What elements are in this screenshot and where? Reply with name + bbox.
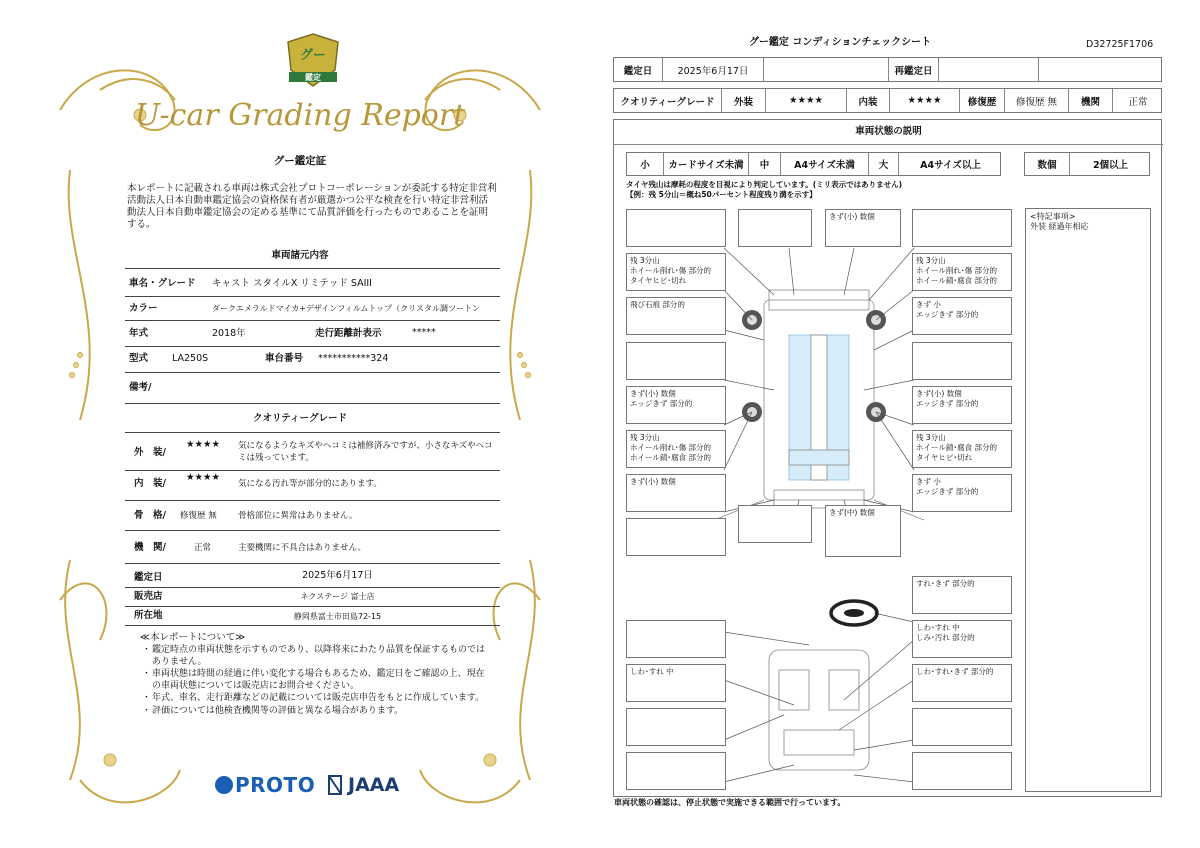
condition-box-seat-right-3 [912, 708, 1012, 746]
legend-large: 大 [868, 153, 898, 175]
certificate-intro: 本レポートに記載される車両は株式会社プロトコーポレーションが委託する特定非営利活動法人日本自動車鑑定協会の資格保有者が厳選かつ公平な検査を行い特定非営利活動法人日本自動車鑑定協会の定める基準にて品質評価を行ったものであることを証明する。 [127, 183, 497, 230]
ext-stars: ★★★★ [765, 89, 846, 112]
spec-model-value: LA250S [172, 353, 209, 364]
count-legend [1024, 152, 1150, 176]
condition-box-right-2: 残 3分山 ホイール削れ･傷 部分的 ホイール錆･腐食 部分的 [912, 253, 1012, 291]
spec-color-value: ダークエメラルドマイカ+デザインフィルムトップ（クリスタル調ツートン [212, 304, 480, 313]
legend-count-desc: 2個以上 [1069, 153, 1151, 175]
quality-int-text: 気になる汚れ等が部分的にあります。 [238, 479, 382, 489]
spec-chassis-label: 車台番号 [265, 353, 304, 364]
spec-model-label: 型式 [129, 353, 149, 364]
proto-logo-icon [215, 776, 233, 794]
tire-note-2: 【例：残 5分山＝概ね50パーセント程度残り溝を示す】 [626, 190, 817, 199]
spec-chassis-value: ***********324 [318, 353, 389, 364]
notes-list [142, 645, 490, 717]
condition-box-right-3: きず 小 エッジきず 部分的 [912, 297, 1012, 335]
condition-box-seat-right-2: しわ･すれ･きず 部分的 [912, 664, 1012, 702]
condition-box-seat-left-4 [626, 752, 726, 790]
info-dealer-value: ネクステージ 富士店 [300, 592, 375, 601]
info-date-label: 鑑定日 [134, 572, 163, 583]
condition-box-top-3: きず(小) 数個 [825, 209, 901, 247]
quality-ext-label: 外 装/ [134, 447, 166, 458]
condition-box-left-2: 残 3分山 ホイール削れ･傷 部分的 タイヤヒビ･切れ [626, 253, 726, 291]
quality-int-stars: ★★★★ [186, 472, 221, 483]
appraisal-date-value: 2025年6月17日 [662, 58, 763, 81]
condition-box-left-4 [626, 342, 726, 380]
repair-label: 修復歴 [959, 89, 1004, 112]
legend-large-desc: A4サイズ以上 [898, 153, 1002, 175]
condition-box-top-2 [738, 209, 812, 247]
quality-frame-value: 修復歴 無 [180, 511, 217, 521]
spec-remarks-label: 備考/ [129, 382, 152, 393]
badge-text-goo: グー [299, 48, 326, 63]
special-notes-title: <特記事項> [1030, 212, 1076, 221]
condition-check-sheet [600, 0, 1200, 848]
notes-title: ≪本レポートについて≫ [140, 632, 246, 643]
jaaa-logo-icon [325, 774, 345, 796]
int-stars: ★★★★ [889, 89, 959, 112]
spec-odometer-label: 走行距離計表示 [315, 328, 382, 339]
info-address-label: 所在地 [134, 610, 163, 621]
condition-box-seat-left-1 [626, 620, 726, 658]
legend-mid: 中 [748, 153, 780, 175]
badge-text-kantei: 鑑定 [305, 73, 321, 82]
legend-count-label: 数個 [1037, 160, 1057, 171]
condition-box-right-7: きず 小 エッジきず 部分的 [912, 474, 1012, 512]
condition-box-right-6: 残 3分山 ホイール錆･腐食 部分的 タイヤヒビ･切れ [912, 430, 1012, 468]
info-dealer-label: 販売店 [134, 591, 163, 602]
info-address-value: 静岡県富士市田島72-15 [293, 612, 382, 621]
appraisal-date-label: 鑑定日 [623, 65, 653, 77]
report-header-title: U-car Grading Report [134, 98, 466, 133]
legend-small-desc: カードサイズ未満 [663, 153, 748, 175]
info-date-value: 2025年6月17日 [302, 570, 373, 581]
quality-ext-text: 気になるようなキズやヘコミは補修済みですが、小さなキズやヘコミは残っています。 [238, 441, 493, 463]
spec-year-label: 年式 [129, 328, 149, 339]
appraisal-date-row [613, 57, 1162, 82]
repair-value: 修復歴 無 [1004, 89, 1068, 112]
quality-frame-text: 骨格部位に異常はありません。 [238, 511, 358, 521]
jaaa-logo: JAAA [325, 772, 399, 798]
condition-box-bottom-2 [738, 505, 812, 543]
quality-ext-stars: ★★★★ [186, 439, 221, 450]
spec-year-value: 2018年 [212, 328, 246, 339]
grade-summary-row [613, 88, 1162, 113]
condition-box-bottom-3: きず(中) 数個 [825, 505, 901, 557]
legend-mid-desc: A4サイズ未満 [780, 153, 868, 175]
engine-value: 正常 [1112, 89, 1163, 112]
condition-box-top-4 [912, 209, 1012, 247]
engine-label: 機関 [1068, 89, 1112, 112]
certificate-title: グー鑑定証 [273, 155, 327, 167]
document-id: D32725F1706 [1086, 39, 1154, 50]
size-legend [626, 152, 1001, 176]
quality-engine-label: 機 関/ [134, 542, 166, 553]
sheet-title: グー鑑定 コンディションチェックシート [748, 37, 932, 48]
condition-box-seat-left-2: しわ･すれ 中 [626, 664, 726, 702]
condition-box-left-6: 残 3分山 ホイール削れ･傷 部分的 ホイール錆･腐食 部分的 [626, 430, 726, 468]
sheet-footer-note: 車両状態の確認は、停止状態で実施できる範囲で行っています。 [614, 798, 846, 807]
quality-engine-text: 主要機関に不具合はありません。 [238, 543, 367, 553]
steering-wheel-icon [831, 601, 877, 625]
tire-note-1: タイヤ残山は摩耗の程度を目視により判定しています。(ミリ表示ではありません) [626, 180, 903, 189]
legend-small: 小 [640, 160, 650, 171]
quality-int-label: 内 装/ [134, 478, 166, 489]
spec-name-label: 車名・グレード [129, 278, 196, 289]
proto-logo: PROTO [215, 772, 315, 798]
condition-box-top-1 [626, 209, 726, 247]
int-label: 内装 [846, 89, 889, 112]
grade-label: クオリティーグレード [620, 96, 715, 108]
condition-box-right-4 [912, 342, 1012, 380]
quality-engine-value: 正常 [194, 543, 212, 553]
condition-box-left-3: 飛び石痕 部分的 [626, 297, 726, 335]
vehicle-condition-title: 車両状態の説明 [855, 126, 922, 137]
spec-color-label: カラー [129, 303, 158, 314]
condition-box-seat-right-1: しわ･すれ 中 しみ･汚れ 部分的 [912, 620, 1012, 658]
condition-box-seat-right-4 [912, 752, 1012, 790]
spec-name-value: キャスト スタイルX リミテッド SAIII [212, 278, 372, 289]
quality-frame-label: 骨 格/ [134, 510, 166, 521]
special-notes-box [1025, 208, 1151, 792]
ext-label: 外装 [721, 89, 765, 112]
note-item: ・ 年式、車名、走行距離などの記載については販売店申告をもとに作成しています。 [142, 693, 485, 703]
condition-box-steering: すれ･きず 部分的 [912, 576, 1012, 614]
condition-box-bottom-1 [626, 518, 726, 556]
spec-odometer-value: ***** [412, 327, 436, 338]
special-notes-text: 外装 経過年相応 [1030, 222, 1089, 231]
note-item: ・ 鑑定時点の車両状態を示すものであり、以降将来にわたり品質を保証するものではありません。 [142, 645, 486, 667]
specs-section-title: 車両諸元内容 [271, 250, 329, 261]
goo-kantei-badge [283, 32, 343, 90]
reappraisal-date-label: 再鑑定日 [888, 58, 938, 81]
quality-section-title: クオリティーグレード [252, 413, 348, 424]
condition-box-left-5: きず(小) 数個 エッジきず 部分的 [626, 386, 726, 424]
note-item: ・ 車両状態は時間の経過に伴い変化する場合もあるため、鑑定日をご確認の上、現在の車両状態については販売店にお問合せください。 [142, 669, 485, 691]
condition-box-right-5: きず(小) 数個 エッジきず 部分的 [912, 386, 1012, 424]
vehicle-condition-section [613, 119, 1162, 797]
condition-box-left-7: きず(小) 数個 [626, 474, 726, 512]
condition-box-seat-left-3 [626, 708, 726, 746]
note-item: ・ 評価については他検査機関等の評価と異なる場合があります。 [142, 705, 404, 716]
